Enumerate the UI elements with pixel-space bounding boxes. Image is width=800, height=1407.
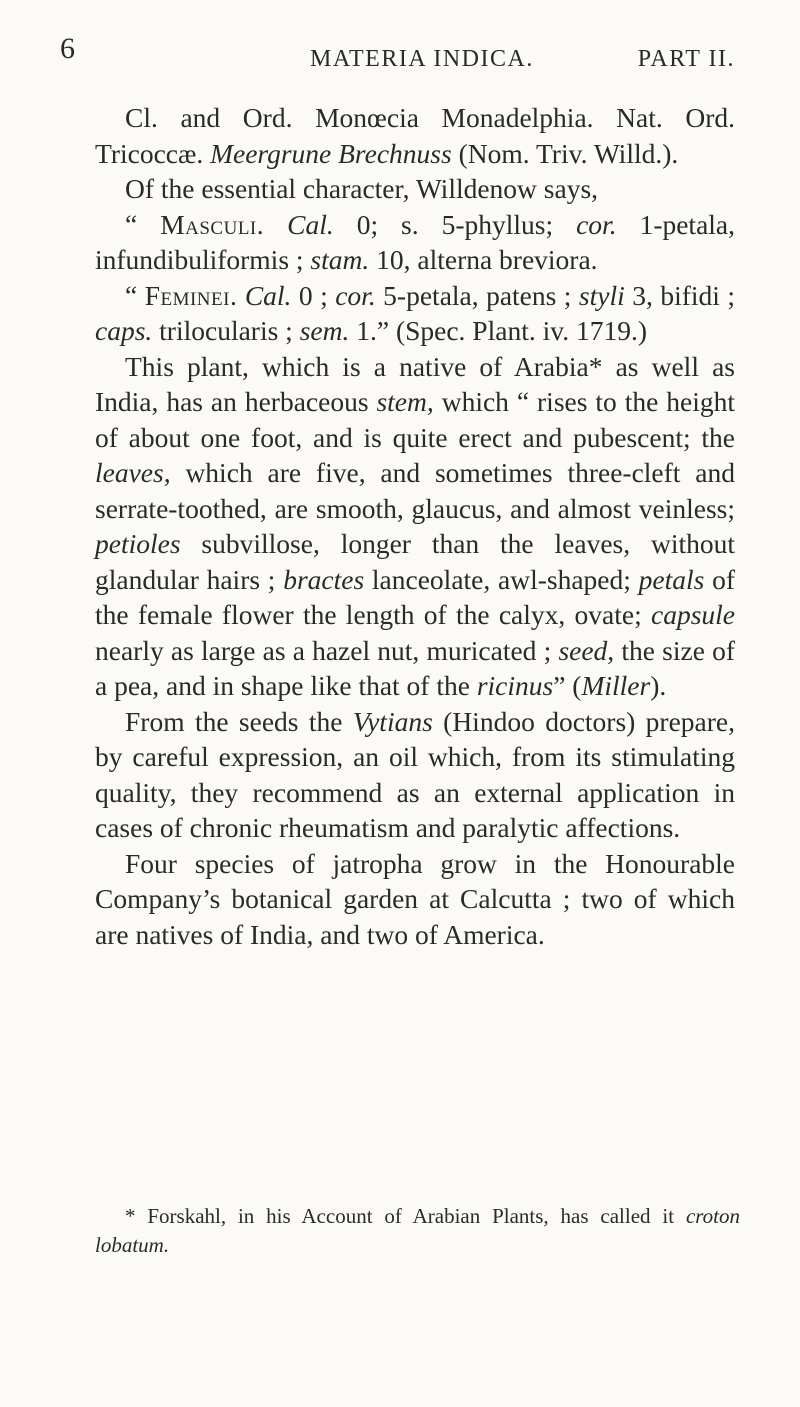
- text-run: (Hindoo doctors) prepare, by careful expression, an oil which, from its stimulating quality, they recommend as an external application in cases of chronic rheumatism and paralytic affections.: [95, 705, 735, 843]
- text-run: nearly as large as a hazel nut, muricated ;: [95, 634, 559, 666]
- text-run: This plant, which is a native of Arabia* as well as India, has an herbaceous: [95, 350, 735, 417]
- term: capsule: [650, 599, 735, 630]
- paragraph-intro: Of the essential character, Willdenow says,: [125, 173, 599, 204]
- term-feminei: Feminei.: [144, 279, 238, 311]
- term: styli: [578, 279, 625, 311]
- text-run: * Forskahl, in his Account of Arabian Plants, has called it: [125, 1204, 686, 1228]
- text-run: 1.” (Spec. Plant. iv. 1719.): [349, 315, 647, 346]
- text-run: 3, bifidi ;: [624, 279, 736, 311]
- text-run: subvillose, longer than the leaves, without glandular hairs ;: [95, 528, 735, 595]
- text-run: “: [125, 279, 145, 311]
- text-run: of the female flower the length of the calyx, ovate;: [95, 563, 735, 630]
- term: Cal.: [287, 208, 334, 240]
- text-run: 1-petala, infundibuliformis ;: [95, 208, 735, 275]
- common-name: Meergrune Brechnuss: [210, 137, 452, 169]
- footnote-text: [95, 1202, 740, 1260]
- text-run: ).: [650, 670, 667, 701]
- page-header: [60, 32, 740, 86]
- term: petals: [638, 563, 705, 595]
- footnote: [95, 1202, 740, 1260]
- text-run: From the seeds the: [125, 705, 353, 737]
- text-run: Cl. and Ord. Monœcia Monadelphia. Nat. Ord. Tricoccæ.: [95, 102, 735, 169]
- part-label: PART II.: [637, 46, 735, 72]
- term: stem,: [376, 386, 434, 417]
- term: cor.: [335, 279, 376, 311]
- paragraph-classification: [95, 100, 735, 171]
- text-run: which “ rises to the height of about one foot, and is quite erect and pubescent; the: [95, 386, 735, 453]
- term: sem.: [299, 315, 350, 346]
- text-run: 0 ;: [291, 279, 336, 311]
- term: leaves,: [95, 457, 171, 488]
- paragraph-feminei: [95, 278, 735, 349]
- text-run: lanceolate, awl-shaped;: [364, 563, 639, 595]
- text-run: the size of a pea, and in shape like that of the: [95, 634, 735, 701]
- term: cor.: [576, 208, 617, 240]
- term: Vytians: [352, 705, 433, 737]
- text-run: which are five, and sometimes three-cleft and serrate-toothed, are smooth, glaucus, and almost veinless;: [95, 457, 735, 524]
- term: bractes: [283, 563, 365, 595]
- paragraph-uses: [95, 704, 735, 846]
- term: caps.: [95, 315, 153, 346]
- text-run: [237, 280, 244, 311]
- paragraph-species: Four species of jatropha grow in the Honourable Company’s botanical garden at Calcutta ; two of which are natives of India, and two of America.: [95, 847, 735, 950]
- term: stam.: [310, 244, 370, 275]
- term: petioles: [95, 528, 181, 559]
- text-run: ” (: [553, 670, 582, 701]
- term: ricinus: [476, 670, 554, 701]
- paragraph-description: [95, 349, 735, 704]
- text-run: trilocularis ;: [152, 315, 300, 346]
- text-run: 5-petala, patens ;: [375, 279, 579, 311]
- term-masculi: Masculi.: [160, 208, 265, 240]
- text-run: “: [125, 208, 161, 240]
- term: croton lobatum.: [95, 1204, 740, 1257]
- text-run: [264, 209, 287, 240]
- text-run: (Nom. Triv. Willd.).: [451, 137, 679, 169]
- term: Cal.: [244, 279, 292, 311]
- running-title: MATERIA INDICA.: [310, 46, 534, 72]
- term: Miller: [581, 670, 651, 701]
- text-run: 10, alterna breviora.: [369, 244, 598, 275]
- text-run: 0; s. 5-phyllus;: [333, 208, 577, 240]
- main-text: [95, 100, 735, 952]
- page-number: 6: [60, 32, 77, 65]
- term: seed,: [558, 634, 615, 666]
- paragraph-masculi: [95, 207, 735, 278]
